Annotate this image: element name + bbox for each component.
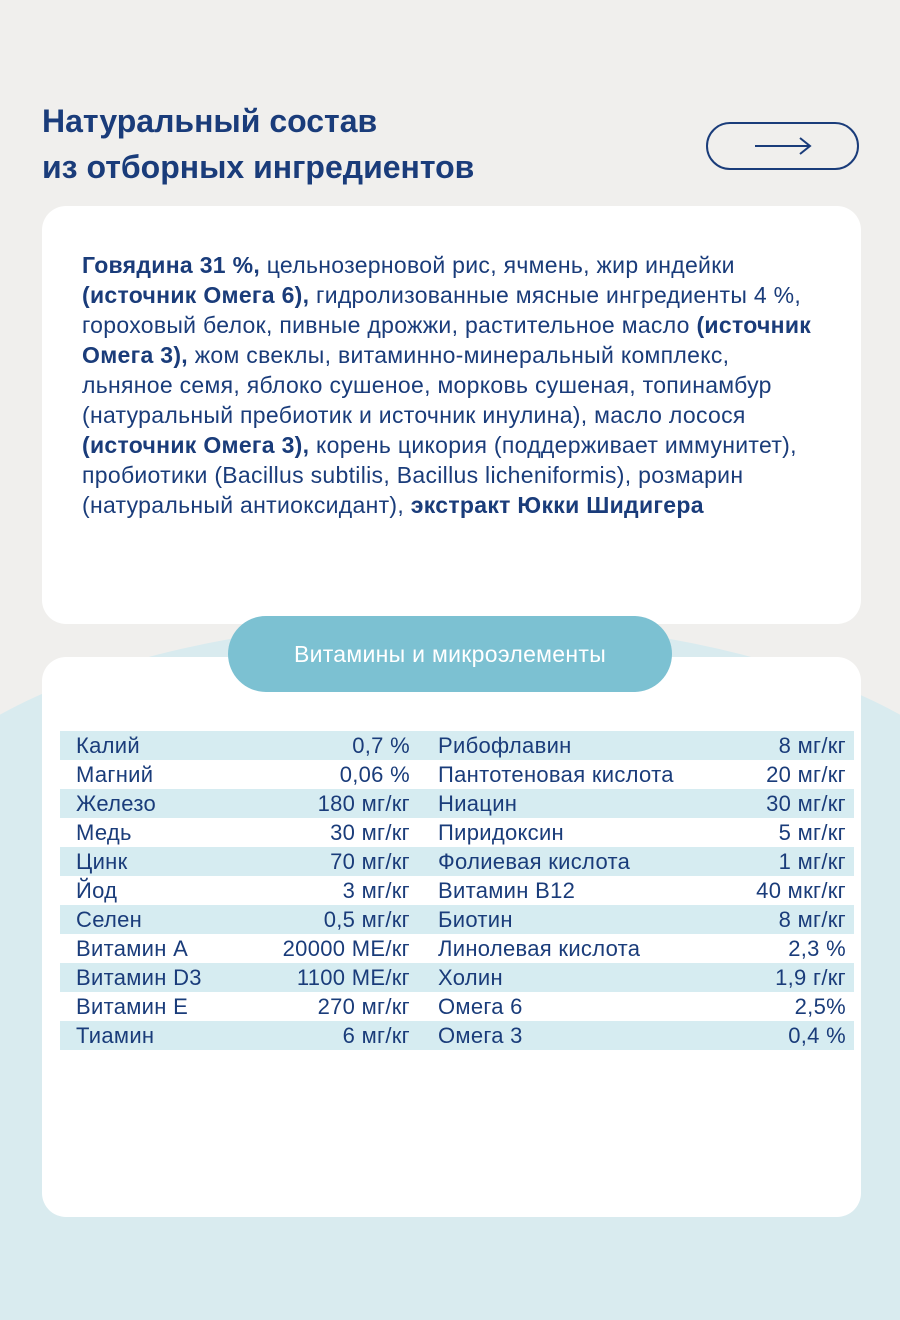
column-gap bbox=[410, 1021, 434, 1050]
ingredients-part: жом свеклы, витаминно-минеральный комплекс, льняное семя, яблоко сушеное, морковь сушеная, топинамбур (натуральный пребиотик и источник инулина), масло лосося bbox=[82, 342, 772, 428]
column-gap bbox=[410, 992, 434, 1021]
column-gap bbox=[410, 963, 434, 992]
ingredients-card bbox=[42, 206, 861, 624]
nutrient-value: 1 мг/кг bbox=[728, 847, 854, 876]
nutrient-value: 1100 МЕ/кг bbox=[216, 963, 410, 992]
vitamins-table bbox=[60, 731, 854, 1050]
nutrient-name: Тиамин bbox=[60, 1021, 216, 1050]
next-arrow-button[interactable] bbox=[706, 122, 859, 170]
nutrient-value: 3 мг/кг bbox=[342, 877, 410, 903]
nutrient-name: Линолевая кислота bbox=[438, 935, 641, 961]
nutrient-value: 0,4 % bbox=[728, 1021, 854, 1050]
nutrient-name: Биотин bbox=[434, 905, 728, 934]
nutrient-value: 2,3 % bbox=[788, 935, 846, 961]
nutrient-name: Фолиевая кислота bbox=[434, 847, 728, 876]
nutrient-value: 5 мг/кг bbox=[778, 819, 846, 845]
omega6-source: (источник Омега 6), bbox=[82, 282, 310, 308]
nutrient-name: Витамин D3 bbox=[60, 963, 216, 992]
nutrient-value: 6 мг/кг bbox=[216, 1021, 410, 1050]
nutrient-name: Холин bbox=[434, 963, 728, 992]
nutrient-value: 8 мг/кг bbox=[728, 905, 854, 934]
nutrient-name: Витамин А bbox=[76, 935, 189, 961]
column-gap bbox=[410, 731, 434, 760]
title-line-1: Натуральный состав bbox=[42, 103, 378, 139]
omega3-source: (источник Омега 3), bbox=[82, 312, 812, 368]
ingredient-beef: Говядина 31 %, bbox=[82, 252, 261, 278]
nutrient-value: 30 мг/кг bbox=[728, 789, 854, 818]
ingredients-part: гидролизованные мясные ингредиенты 4 %, гороховый белок, пивные дрожжи, растительное масло bbox=[82, 282, 802, 338]
nutrient-value: 180 мг/кг bbox=[216, 789, 410, 818]
nutrient-name: Ниацин bbox=[434, 789, 728, 818]
table-row bbox=[60, 963, 854, 992]
table-row bbox=[60, 731, 854, 760]
nutrient-value: 0,5 мг/кг bbox=[216, 905, 410, 934]
nutrient-name: Медь bbox=[76, 819, 132, 845]
column-gap bbox=[410, 789, 434, 818]
ingredients-text bbox=[82, 250, 822, 520]
column-gap bbox=[410, 905, 434, 934]
table-row bbox=[60, 876, 854, 905]
table-row bbox=[60, 934, 854, 963]
table-row bbox=[60, 760, 854, 789]
column-gap bbox=[410, 818, 434, 847]
nutrient-name: Витамин B12 bbox=[438, 877, 576, 903]
nutrient-value: 30 мг/кг bbox=[330, 819, 410, 845]
vitamins-section-title: Витамины и микроэлементы bbox=[228, 616, 672, 692]
omega3-source: (источник Омега 3), bbox=[82, 432, 310, 458]
nutrient-name: Селен bbox=[60, 905, 216, 934]
nutrient-value: 0,06 % bbox=[339, 761, 410, 787]
nutrient-name: Железо bbox=[60, 789, 216, 818]
nutrient-value: 1,9 г/кг bbox=[728, 963, 854, 992]
nutrient-name: Йод bbox=[76, 877, 118, 903]
arrow-right-icon bbox=[753, 136, 813, 156]
nutrient-value: 20000 МЕ/кг bbox=[282, 935, 410, 961]
nutrient-value: 0,7 % bbox=[216, 731, 410, 760]
nutrient-value: 8 мг/кг bbox=[728, 731, 854, 760]
nutrient-value: 40 мкг/кг bbox=[756, 877, 846, 903]
nutrient-name: Омега 3 bbox=[434, 1021, 728, 1050]
nutrient-name: Витамин Е bbox=[76, 993, 189, 1019]
nutrient-value: 270 мг/кг bbox=[317, 993, 410, 1019]
nutrient-name: Цинк bbox=[60, 847, 216, 876]
column-gap bbox=[410, 934, 434, 963]
nutrient-name: Пантотеновая кислота bbox=[438, 761, 674, 787]
ingredients-part: корень цикория (поддерживает иммунитет), пробиотики (Bacillus subtilis, Bacillus licheniformis), розмарин (натуральный антиоксидант), bbox=[82, 432, 797, 518]
yucca-extract: экстракт Юкки Шидигера bbox=[410, 492, 704, 518]
table-row bbox=[60, 1021, 854, 1050]
column-gap bbox=[410, 760, 434, 789]
table-row bbox=[60, 905, 854, 934]
nutrient-name: Рибофлавин bbox=[434, 731, 728, 760]
ingredients-part: цельнозерновой рис, ячмень, жир индейки bbox=[260, 252, 735, 278]
table-row bbox=[60, 818, 854, 847]
nutrient-value: 20 мг/кг bbox=[766, 761, 846, 787]
nutrient-name: Пиридоксин bbox=[438, 819, 565, 845]
table-row bbox=[60, 847, 854, 876]
page-title bbox=[42, 98, 474, 190]
table-row bbox=[60, 789, 854, 818]
column-gap bbox=[410, 876, 434, 905]
table-row bbox=[60, 992, 854, 1021]
nutrient-value: 70 мг/кг bbox=[216, 847, 410, 876]
nutrient-name: Омега 6 bbox=[438, 993, 523, 1019]
column-gap bbox=[410, 847, 434, 876]
title-line-2: из отборных ингредиентов bbox=[42, 149, 475, 185]
nutrient-value: 2,5% bbox=[794, 993, 846, 1019]
nutrient-name: Калий bbox=[60, 731, 216, 760]
nutrient-name: Магний bbox=[76, 761, 154, 787]
